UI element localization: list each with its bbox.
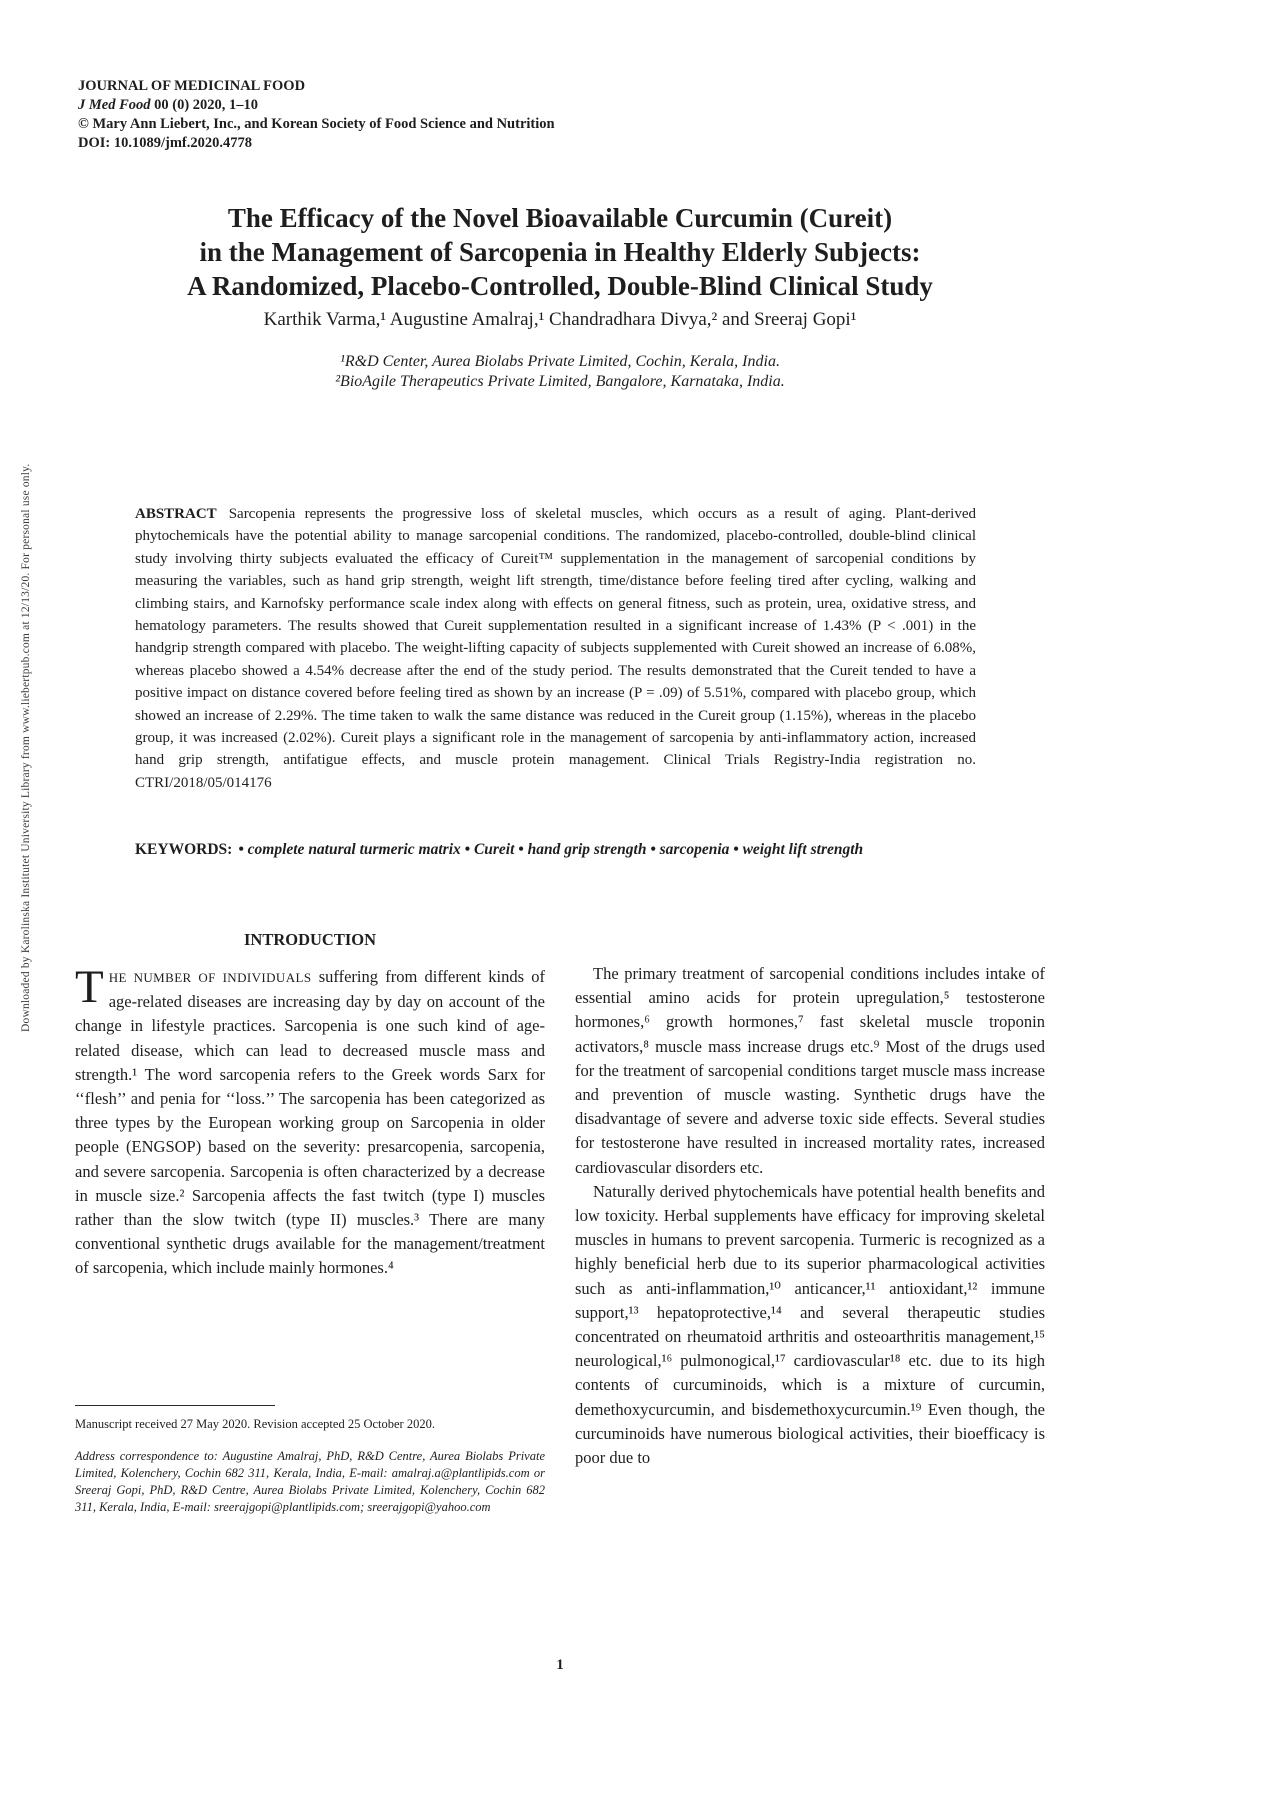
title-line-3: A Randomized, Placebo-Controlled, Double-Blind Clinical Study xyxy=(187,271,933,301)
abstract xyxy=(135,503,976,794)
doi-line: DOI: 10.1089/jmf.2020.4778 xyxy=(78,135,252,151)
affiliation-2: ²BioAgile Therapeutics Private Limited, Bangalore, Karnataka, India. xyxy=(335,373,785,390)
library-download-stamp: Downloaded by Karolinska Institutet University Library from www.liebertpub.com at 12/13/20. For personal use only. xyxy=(20,463,32,1032)
citation-volume: 00 (0) 2020, 1–10 xyxy=(150,97,259,113)
journal-header xyxy=(78,77,555,153)
para-primary-treatment: The primary treatment of sarcopenial conditions includes intake of essential amino acids for protein upregulation,⁵ testosterone hormones,⁶ growth hormones,⁷ fast skeletal muscle troponin activators,⁸ muscle mass increase drugs etc.⁹ Most of the drugs used for the treatment of sarcopenial conditions target muscle mass increase and prevention of muscle wasting. Synthetic drugs have the disadvantage of severe and adverse toxic side effects. Several studies for testosterone have resulted in increased mortality rates, increased cardiovascular disorders etc. xyxy=(575,964,1045,1177)
affiliations xyxy=(75,352,1045,392)
correspondence-note: Address correspondence to: Augustine Amalraj, PhD, R&D Centre, Aurea Biolabs Private Limited, Kolenchery, Cochin 682 311, Kerala, India, E-mail: amalraj.a@plantlipids.com or Sreeraj Gopi, PhD, R&D Centre, Aurea Biolabs Private Limited, Kolenchery, Cochin 682 311, Kerala, India, E-mail: sreerajgopi@plantlipids.com; sreerajgopi@yahoo.com xyxy=(75,1449,545,1514)
footnote xyxy=(75,1405,545,1516)
drop-cap: T xyxy=(75,961,104,1013)
introduction-heading: INTRODUCTION xyxy=(243,930,377,949)
para-naturally-derived: Naturally derived phytochemicals have potential health benefits and low toxicity. Herbal supplements have efficacy for improving skeletal muscles in humans to prevent sarcopenia. Turmeric is recognized as a highly beneficial herb due to its superior pharmacological activities such as anti-inflammation,¹⁰ anticancer,¹¹ antioxidant,¹² immune support,¹³ hepatoprotective,¹⁴ and several therapeutic studies concentrated on rheumatoid arthritis and osteoarthritis management,¹⁵ neurological,¹⁶ pulmonogical,¹⁷ cardiovascular¹⁸ etc. due to its high contents of curcuminoids, which is a mixture of curcumin, demethoxycurcumin, and bisdemethoxycurcumin.¹⁹ Even though, the curcuminoids have numerous biological activities, their bioefficacy is poor due to xyxy=(575,1181,1045,1468)
left-column xyxy=(75,928,545,1514)
keywords-label: KEYWORDS: xyxy=(135,841,233,858)
right-column xyxy=(575,928,1045,1470)
authors-line: Karthik Varma,¹ Augustine Amalraj,¹ Chandradhara Divya,² and Sreeraj Gopi¹ xyxy=(263,309,857,330)
article-title xyxy=(75,201,1045,303)
journal-name: JOURNAL OF MEDICINAL FOOD xyxy=(78,78,306,94)
copyright-line: © Mary Ann Liebert, Inc., and Korean Society of Food Science and Nutrition xyxy=(78,116,555,132)
body-columns xyxy=(75,928,1045,1568)
affiliation-1: ¹R&D Center, Aurea Biolabs Private Limited, Cochin, Kerala, India. xyxy=(340,353,780,370)
keywords-text: • complete natural turmeric matrix • Cureit • hand grip strength • sarcopenia • weight lift strength xyxy=(238,841,864,858)
intro-paragraph xyxy=(75,961,545,1281)
journal-abbrev: J Med Food xyxy=(78,97,151,113)
keywords xyxy=(135,841,976,859)
footnote-rule xyxy=(75,1405,275,1406)
page-number: 1 xyxy=(556,1657,564,1673)
journal-citation xyxy=(78,96,555,115)
right-column-text xyxy=(575,928,1045,1470)
title-line-2: in the Management of Sarcopenia in Healthy Elderly Subjects: xyxy=(199,237,921,267)
abstract-label: ABSTRACT xyxy=(135,506,217,522)
intro-smallcaps: HE NUMBER OF INDIVIDUALS xyxy=(108,970,312,985)
intro-text: suffering from different kinds of age-related diseases are increasing day by day on account of the change in lifestyle practices. Sarcopenia is one such kind of age-related disease, which can lead to decreased muscle mass and strength.¹ The word sarcopenia refers to the Greek words Sarx for ‘‘flesh’’ and penia for ‘‘loss.’’ The sarcopenia has been categorized as three types by the European working group on Sarcopenia in older people (ENGSOP) based on the severity: presarcopenia, sarcopenia, and severe sarcopenia. Sarcopenia is often characterized by a decrease in muscle size.² Sarcopenia affects the fast twitch (type I) muscles rather than the slow twitch (type II) muscles.³ There are many conventional synthetic drugs available for the management/treatment of sarcopenia, which include mainly hormones.⁴ xyxy=(75,967,545,1278)
manuscript-dates: Manuscript received 27 May 2020. Revision accepted 25 October 2020. xyxy=(75,1417,435,1431)
title-line-1: The Efficacy of the Novel Bioavailable Curcumin (Cureit) xyxy=(227,203,893,233)
abstract-text: Sarcopenia represents the progressive loss of skeletal muscles, which occurs as a result of aging. Plant-derived phytochemicals have the potential ability to manage sarcopenial conditions. The randomized, placebo-controlled, double-blind clinical study involving thirty subjects evaluated the efficacy of Cureit™ supplementation in the management of sarcopenial conditions by measuring the variables, such as hand grip strength, weight lift strength, time/distance before feeling tired after cycling, walking and climbing stairs, and Karnofsky performance scale index along with effects on general fitness, such as protein, urea, oxidative stress, and hematology parameters. The results showed that Cureit supplementation resulted in a significant increase of 1.43% (P < .001) in the handgrip strength compared with placebo. The weight-lifting capacity of subjects supplemented with Cureit showed an increase of 6.08%, whereas placebo showed a 4.54% decrease after the end of the study period. The results demonstrated that the Cureit tended to have a positive impact on distance covered before feeling tired as shown by an increase (P = .09) of 5.51%, compared with placebo group, which showed an increase of 2.29%. The time taken to walk the same distance was reduced in the Cureit group (1.15%), whereas in the placebo group, it was increased (2.02%). Cureit plays a significant role in the management of sarcopenia by anti-inflammatory action, increased hand grip strength, antifatigue effects, and muscle protein management. Clinical Trials Registry-India registration no. CTRI/2018/05/014176 xyxy=(135,506,976,791)
